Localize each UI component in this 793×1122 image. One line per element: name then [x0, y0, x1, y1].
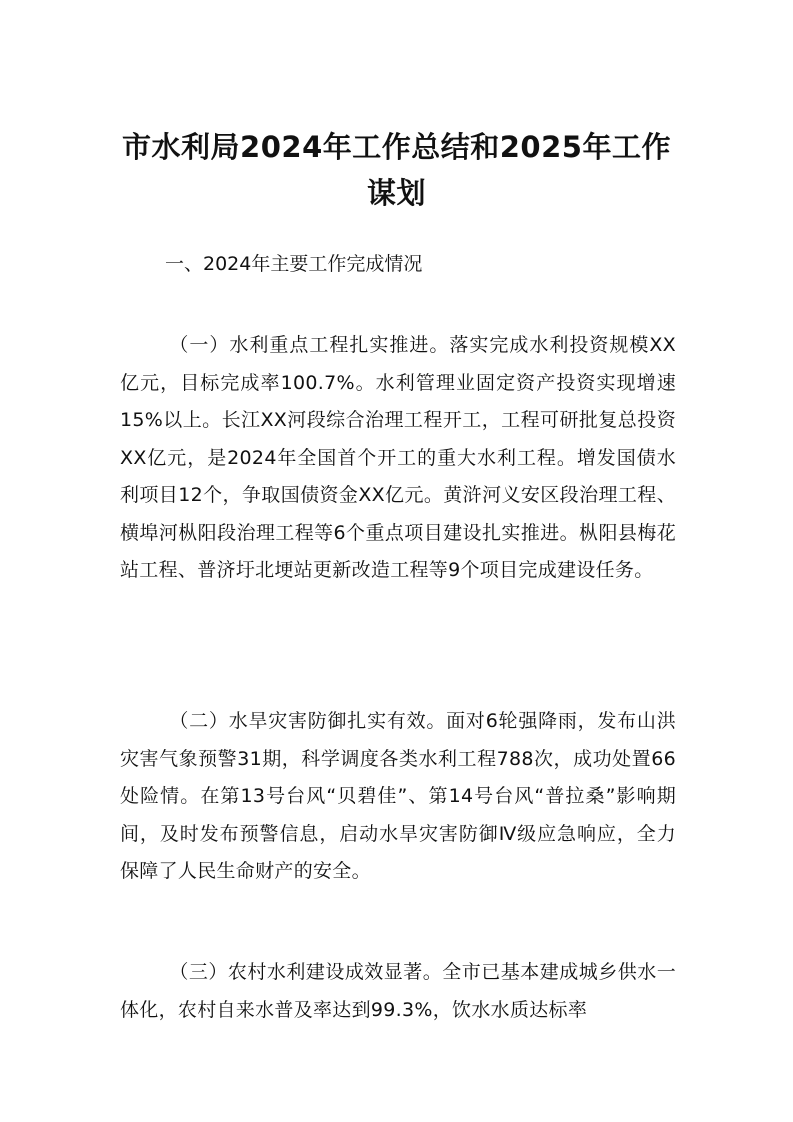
paragraph-flood-drought-defense: （二）水旱灾害防御扎实有效。面对6轮强降雨，发布山洪灾害气象预警31期，科学调度各类水利工程788次，成功处置66处险情。在第13号台风“贝碧佳”、第14号台风“普拉桑”影响期间，及时发布预警信息，启动水旱灾害防御Ⅳ级应急响应，全力保障了人民生命财产的安全。	[120, 710, 676, 882]
document-title: 市水利局2024年工作总结和2025年工作谋划	[122, 130, 671, 210]
paragraph-key-projects: （一）水利重点工程扎实推进。落实完成水利投资规模XX亿元，目标完成率100.7%。水利管理业固定资产投资实现增速15%以上。长江XX河段综合治理工程开工，工程可研批复总投资XX亿元，是2024年全国首个开工的重大水利工程。增发国债水利项目12个，争取国债资金XX亿元。黄浒河义安区段治理工程、横埠河枞阳段治理工程等6个重点项目建设扎实推进。枞阳县梅花站工程、普济圩北埂站更新改造工程等9个项目完成建设任务。	[120, 334, 676, 581]
paragraph-rural-water: （三）农村水利建设成效显著。全市已基本建成城乡供水一体化，农村自来水普及率达到99.3%，饮水水质达标率	[120, 961, 676, 1021]
section-heading: 一、2024年主要工作完成情况	[165, 253, 423, 275]
